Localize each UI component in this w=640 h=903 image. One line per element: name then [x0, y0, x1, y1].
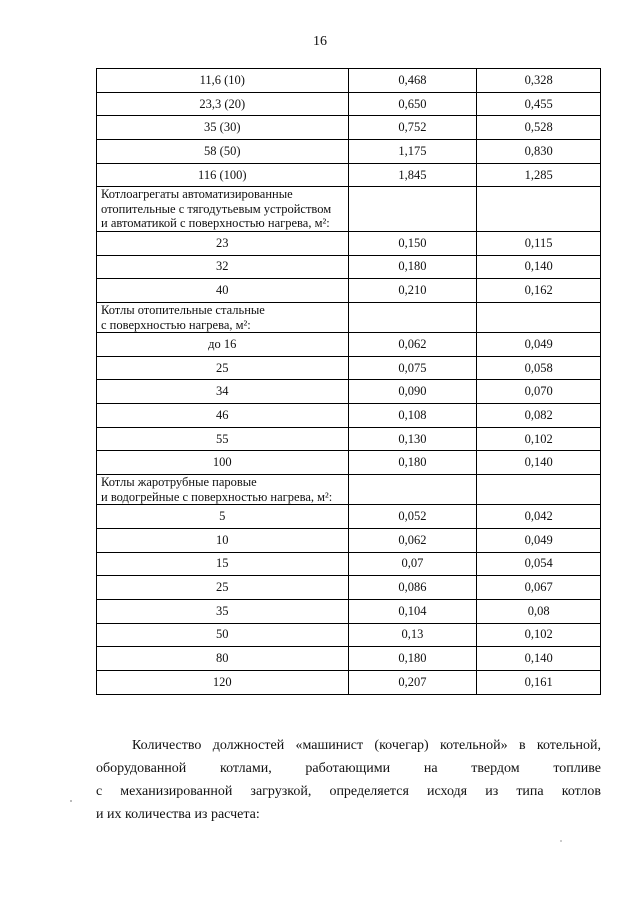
value-cell-2: 0,102	[477, 623, 601, 647]
capacity-cell: 100	[97, 451, 349, 475]
value-cell-2: 0,161	[477, 670, 601, 694]
value-cell-1: 1,175	[348, 140, 477, 164]
value-cell-1: 0,210	[348, 279, 477, 303]
value-cell-1: 0,180	[348, 255, 477, 279]
value-cell-1: 0,062	[348, 333, 477, 357]
table-row	[97, 427, 601, 451]
capacity-cell: 55	[97, 427, 349, 451]
value-cell-1: 0,150	[348, 231, 477, 255]
value-cell-2: 0,102	[477, 427, 601, 451]
capacity-cell: 25	[97, 576, 349, 600]
capacity-cell: 10	[97, 528, 349, 552]
table-row	[97, 599, 601, 623]
capacity-cell: 46	[97, 404, 349, 428]
table-row	[97, 670, 601, 694]
table-row	[97, 333, 601, 357]
section-heading-line: отопительные с тягодутьевым устройством	[101, 201, 332, 216]
section-heading-line: Котлоагрегаты автоматизированные	[101, 187, 293, 202]
value-cell-2: 0,115	[477, 231, 601, 255]
section-heading-row	[97, 475, 601, 505]
table-row	[97, 163, 601, 187]
empty-cell	[348, 303, 477, 333]
table-row	[97, 647, 601, 671]
section-heading-row	[97, 303, 601, 333]
value-cell-1: 0,104	[348, 599, 477, 623]
table-row	[97, 451, 601, 475]
value-cell-1: 0,07	[348, 552, 477, 576]
table-row	[97, 92, 601, 116]
section-heading-line: и автоматикой с поверхностью нагрева, м²:	[101, 216, 330, 231]
capacity-cell: 80	[97, 647, 349, 671]
value-cell-1: 0,468	[348, 69, 477, 93]
value-cell-2: 0,528	[477, 116, 601, 140]
table-row	[97, 279, 601, 303]
capacity-cell: 34	[97, 380, 349, 404]
capacity-cell: 23,3 (20)	[97, 92, 349, 116]
value-cell-1: 0,062	[348, 528, 477, 552]
capacity-cell: до 16	[97, 333, 349, 357]
empty-cell	[477, 187, 601, 232]
table-body	[97, 69, 601, 695]
section-heading-line: Котлы жаротрубные паровые	[101, 475, 257, 490]
table-row	[97, 356, 601, 380]
section-heading	[97, 303, 349, 333]
value-cell-2: 0,042	[477, 505, 601, 529]
value-cell-2: 0,049	[477, 333, 601, 357]
value-cell-2: 0,830	[477, 140, 601, 164]
value-cell-2: 0,455	[477, 92, 601, 116]
capacity-cell: 11,6 (10)	[97, 69, 349, 93]
capacity-cell: 15	[97, 552, 349, 576]
value-cell-1: 0,075	[348, 356, 477, 380]
capacity-cell: 50	[97, 623, 349, 647]
scan-speck	[560, 840, 562, 842]
value-cell-1: 0,086	[348, 576, 477, 600]
section-heading	[97, 475, 349, 505]
scan-speck	[70, 800, 72, 802]
empty-cell	[348, 475, 477, 505]
empty-cell	[348, 187, 477, 232]
value-cell-1: 0,13	[348, 623, 477, 647]
table-row	[97, 404, 601, 428]
paragraph-line: с механизированной загрузкой, определяется исходя из типа котлов	[96, 784, 601, 799]
table-row	[97, 140, 601, 164]
value-cell-2: 0,082	[477, 404, 601, 428]
table-row	[97, 380, 601, 404]
capacity-cell: 35	[97, 599, 349, 623]
paragraph-line: и их количества из расчета:	[96, 807, 260, 822]
capacity-cell: 32	[97, 255, 349, 279]
table-row	[97, 116, 601, 140]
paragraph-line: Количество должностей «машинист (кочегар) котельной» в котельной,	[132, 738, 601, 753]
value-cell-1: 0,650	[348, 92, 477, 116]
value-cell-2: 0,08	[477, 599, 601, 623]
empty-cell	[477, 475, 601, 505]
value-cell-2: 0,054	[477, 552, 601, 576]
section-heading	[97, 187, 349, 232]
table-row	[97, 528, 601, 552]
value-cell-2: 0,070	[477, 380, 601, 404]
value-cell-2: 0,140	[477, 255, 601, 279]
value-cell-1: 0,207	[348, 670, 477, 694]
value-cell-1: 0,108	[348, 404, 477, 428]
table-row	[97, 69, 601, 93]
value-cell-2: 0,058	[477, 356, 601, 380]
value-cell-1: 1,845	[348, 163, 477, 187]
staffing-norms-table	[96, 68, 601, 695]
value-cell-1: 0,180	[348, 647, 477, 671]
paragraph-line: оборудованной котлами, работающими на твердом топливе	[96, 761, 601, 776]
value-cell-2: 0,067	[477, 576, 601, 600]
capacity-cell: 35 (30)	[97, 116, 349, 140]
section-heading-line: с поверхностью нагрева, м²:	[101, 317, 251, 332]
table-row	[97, 623, 601, 647]
section-heading-row	[97, 187, 601, 232]
value-cell-2: 0,140	[477, 451, 601, 475]
section-heading-line: и водогрейные с поверхностью нагрева, м²:	[101, 489, 333, 504]
table-row	[97, 576, 601, 600]
table-row	[97, 505, 601, 529]
body-paragraph	[96, 734, 601, 826]
capacity-cell: 116 (100)	[97, 163, 349, 187]
empty-cell	[477, 303, 601, 333]
capacity-cell: 5	[97, 505, 349, 529]
capacity-cell: 23	[97, 231, 349, 255]
value-cell-1: 0,130	[348, 427, 477, 451]
value-cell-1: 0,052	[348, 505, 477, 529]
page-number: 16	[313, 34, 327, 49]
value-cell-2: 0,049	[477, 528, 601, 552]
value-cell-1: 0,180	[348, 451, 477, 475]
capacity-cell: 25	[97, 356, 349, 380]
value-cell-2: 0,162	[477, 279, 601, 303]
value-cell-1: 0,090	[348, 380, 477, 404]
value-cell-2: 1,285	[477, 163, 601, 187]
capacity-cell: 40	[97, 279, 349, 303]
section-heading-line: Котлы отопительные стальные	[101, 303, 265, 317]
table-row	[97, 552, 601, 576]
value-cell-2: 0,140	[477, 647, 601, 671]
table-row	[97, 255, 601, 279]
capacity-cell: 120	[97, 670, 349, 694]
table-row	[97, 231, 601, 255]
value-cell-1: 0,752	[348, 116, 477, 140]
value-cell-2: 0,328	[477, 69, 601, 93]
capacity-cell: 58 (50)	[97, 140, 349, 164]
